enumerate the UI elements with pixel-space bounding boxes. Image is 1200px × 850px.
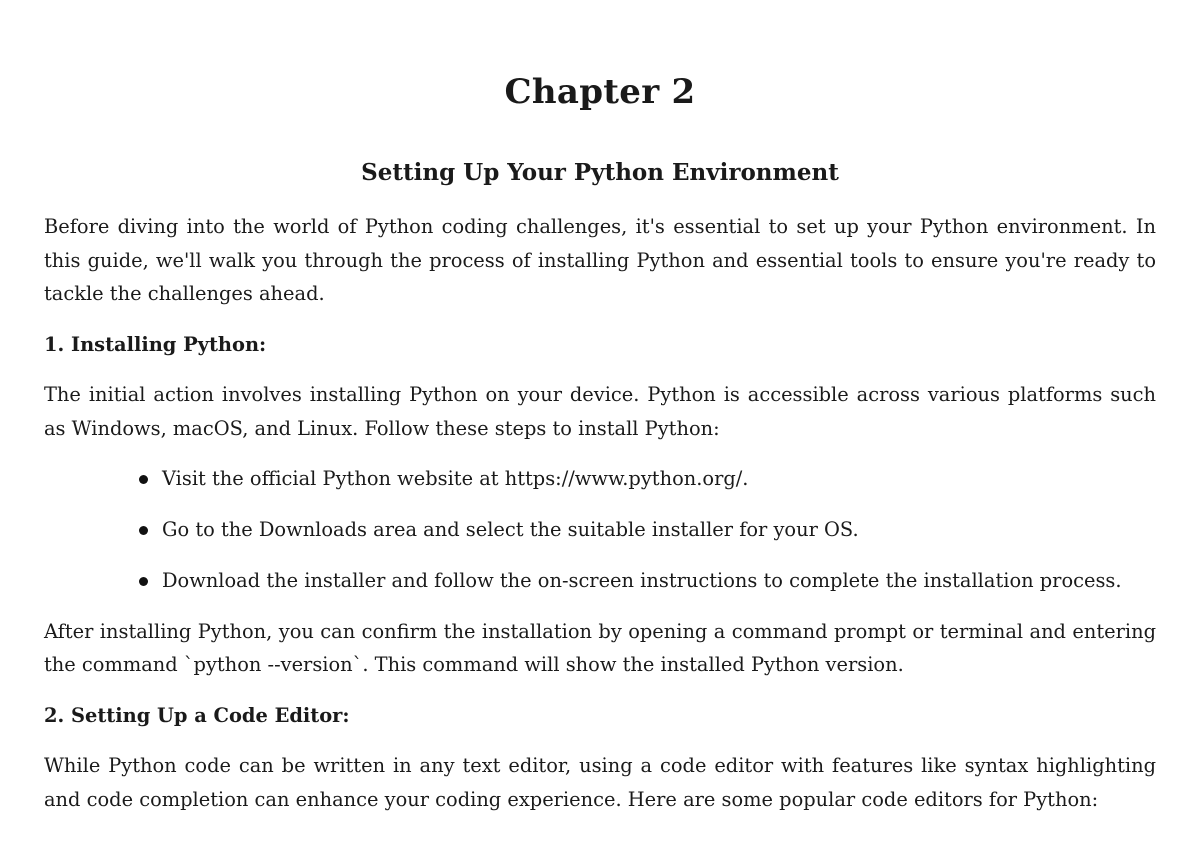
intro-paragraph: Before diving into the world of Python coding challenges, it's essential to set up your Python environment. In this guide, we'll walk you through the process of installing Python and essential tools to ensure you're ready to tackle the challenges ahead. xyxy=(44,215,1156,305)
list-item-text: Download the installer and follow the on-screen instructions to complete the installation process. xyxy=(162,569,1122,592)
list-item-text: Visit the official Python website at https://www.python.org/. xyxy=(162,467,749,490)
list-item-text: Go to the Downloads area and select the suitable installer for your OS. xyxy=(162,518,859,541)
verify-install-paragraph: After installing Python, you can confirm the installation by opening a command prompt or terminal and entering the command `python --version`. This command will show the installed Python version. xyxy=(44,619,1156,676)
section-heading-installing-python: 1. Installing Python: xyxy=(44,332,267,356)
bullet-icon xyxy=(139,526,148,535)
bullet-icon xyxy=(139,577,148,586)
list-item xyxy=(162,564,1156,598)
install-steps-list xyxy=(44,462,1156,598)
chapter-subtitle: Setting Up Your Python Environment xyxy=(361,159,839,186)
list-item xyxy=(162,513,1156,547)
list-item xyxy=(162,462,1156,496)
bullet-icon xyxy=(139,475,148,484)
section-heading-code-editor: 2. Setting Up a Code Editor: xyxy=(44,703,350,727)
code-editor-paragraph: While Python code can be written in any text editor, using a code editor with features like syntax highlighting and code completion can enhance your coding experience. Here are some popular code editors for Python: xyxy=(44,754,1156,811)
chapter-title: Chapter 2 xyxy=(504,72,696,112)
installing-python-paragraph: The initial action involves installing Python on your device. Python is accessible across various platforms such as Windows, macOS, and Linux. Follow these steps to install Python: xyxy=(44,383,1156,440)
